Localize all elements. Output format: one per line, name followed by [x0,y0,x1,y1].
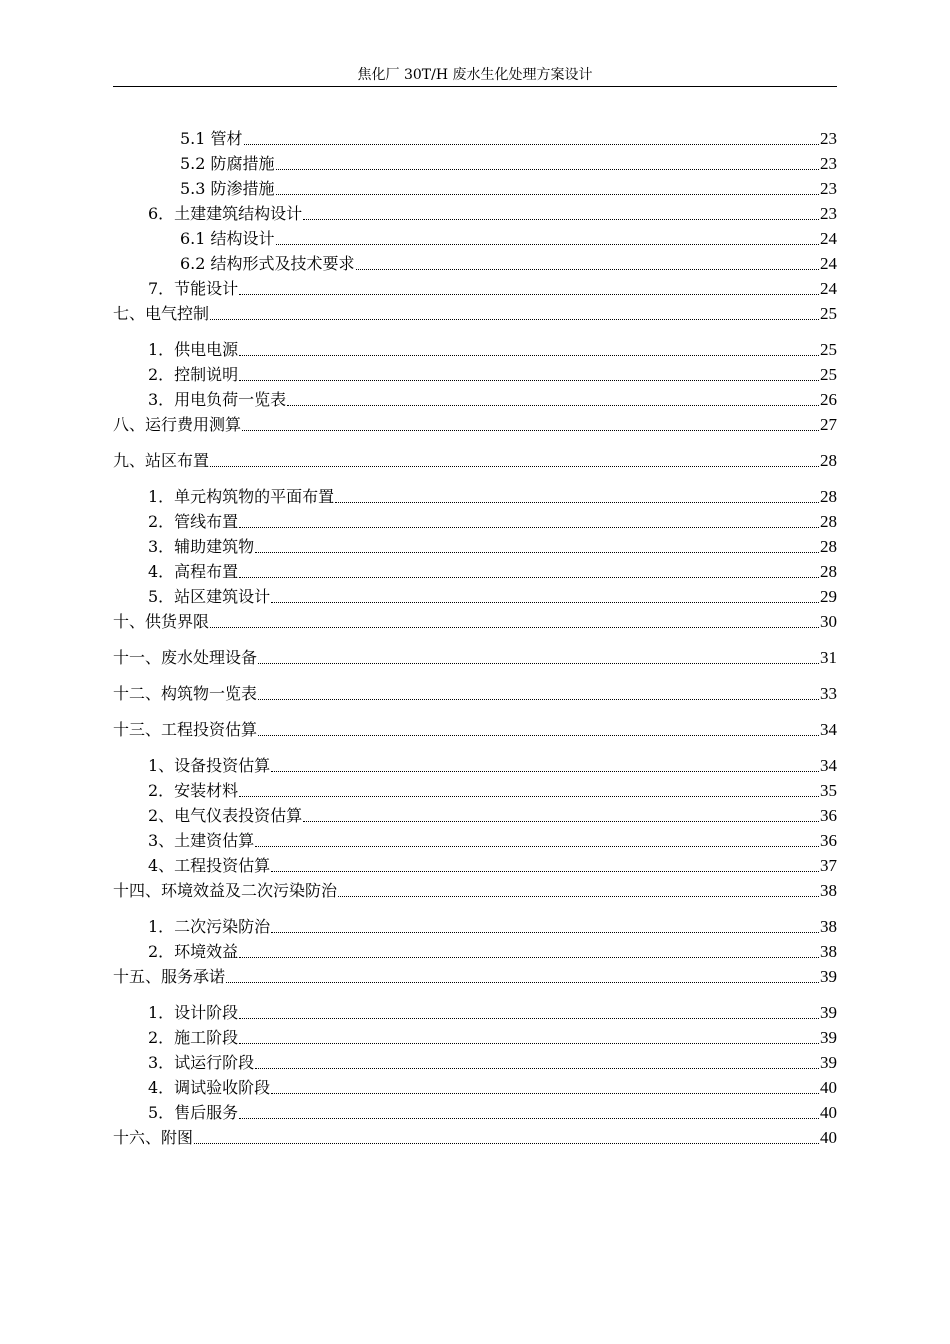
toc-entry[interactable] [113,878,837,903]
toc-entry[interactable] [113,226,837,251]
toc-leader [239,1043,819,1044]
toc-page-number: 29 [820,587,837,606]
toc-entry-title: 3．试运行阶段 [148,1053,255,1072]
toc-leader [271,771,819,772]
toc-entry-title: 2．环境效益 [148,942,239,961]
toc-entry[interactable] [113,584,837,609]
toc-page-number: 25 [820,304,837,323]
toc-page-number: 27 [820,415,837,434]
toc-entry[interactable] [113,645,837,670]
toc-leader [276,169,819,170]
toc-entry-title: 十六、附图 [113,1128,194,1147]
toc-entry[interactable] [113,609,837,634]
toc-entry[interactable] [113,448,837,473]
toc-entry-title: 八、运行费用测算 [113,415,242,434]
toc-entry[interactable] [113,1100,837,1125]
toc-leader [210,466,819,467]
toc-leader [258,663,819,664]
toc-leader [239,1118,819,1119]
toc-entry[interactable] [113,828,837,853]
toc-leader [210,627,819,628]
toc-leader [276,244,819,245]
toc-entry-title: 十二、构筑物一览表 [113,684,258,703]
toc-page-number: 40 [820,1078,837,1097]
toc-entry-title: 7．节能设计 [148,279,239,298]
toc-entry[interactable] [113,753,837,778]
toc-page-number: 28 [820,487,837,506]
toc-page-number: 40 [820,1103,837,1122]
toc-entry[interactable] [113,1000,837,1025]
toc-page-number: 28 [820,537,837,556]
toc-entry[interactable] [113,1025,837,1050]
toc-entry[interactable] [113,681,837,706]
toc-page-number: 36 [820,831,837,850]
toc-entry-title: 七、电气控制 [113,304,210,323]
toc-entry-title: 6.2 结构形式及技术要求 [180,254,355,273]
toc-page-number: 39 [820,1053,837,1072]
toc-entry[interactable] [113,176,837,201]
toc-entry[interactable] [113,151,837,176]
toc-entry-title: 5.3 防渗措施 [180,179,275,198]
toc-page-number: 24 [820,229,837,248]
toc-entry-title: 2、电气仪表投资估算 [148,806,303,825]
toc-entry[interactable] [113,301,837,326]
toc-entry-title: 2．施工阶段 [148,1028,239,1047]
toc-entry[interactable] [113,1050,837,1075]
toc-leader [271,932,819,933]
toc-leader [210,319,819,320]
toc-entry-title: 5.2 防腐措施 [180,154,275,173]
toc-page-number: 39 [820,1028,837,1047]
toc-entry-title: 十三、工程投资估算 [113,720,258,739]
toc-entry-title: 1、设备投资估算 [148,756,271,775]
toc-entry[interactable] [113,509,837,534]
toc-leader [287,405,819,406]
toc-page-number: 23 [820,154,837,173]
toc-leader [226,982,819,983]
toc-page-number: 40 [820,1128,837,1147]
toc-entry-title: 3．用电负荷一览表 [148,390,287,409]
toc-entry-title: 2．管线布置 [148,512,239,531]
toc-page-number: 38 [820,942,837,961]
toc-page-number: 31 [820,648,837,667]
toc-page-number: 25 [820,340,837,359]
toc-page-number: 26 [820,390,837,409]
toc-leader [239,294,819,295]
toc-page-number: 28 [820,451,837,470]
toc-page-number: 28 [820,562,837,581]
toc-leader [239,1018,819,1019]
toc-entry-title: 1．设计阶段 [148,1003,239,1022]
toc-leader [194,1143,819,1144]
toc-leader [239,380,819,381]
header-rule [113,86,837,87]
toc-leader [338,896,819,897]
toc-entry[interactable] [113,914,837,939]
toc-entry-title: 4、工程投资估算 [148,856,271,875]
toc-entry[interactable] [113,484,837,509]
toc-leader [271,871,819,872]
toc-entry[interactable] [113,412,837,437]
toc-entry[interactable] [113,201,837,226]
toc-page-number: 23 [820,179,837,198]
toc-entry[interactable] [113,853,837,878]
toc-leader [258,699,819,700]
toc-leader [239,355,819,356]
toc-leader [239,796,819,797]
toc-entry-title: 6.1 结构设计 [180,229,275,248]
toc-leader [239,527,819,528]
toc-entry-title: 4．高程布置 [148,562,239,581]
toc-entry[interactable] [113,337,837,362]
toc-entry-title: 5．售后服务 [148,1103,239,1122]
toc-entry-title: 2．安装材料 [148,781,239,800]
toc-leader [255,1068,819,1069]
toc-entry-title: 5．站区建筑设计 [148,587,271,606]
toc-entry-title: 3、土建资估算 [148,831,255,850]
toc-page-number: 39 [820,967,837,986]
toc-leader [335,502,819,503]
toc-entry-title: 1．供电电源 [148,340,239,359]
toc-page-number: 33 [820,684,837,703]
toc-leader [258,735,819,736]
toc-page-number: 23 [820,204,837,223]
toc-leader [255,552,819,553]
toc-page-number: 34 [820,720,837,739]
toc-page-number: 36 [820,806,837,825]
toc-leader [271,602,819,603]
toc-entry[interactable] [113,1075,837,1100]
toc-entry[interactable] [113,1125,837,1150]
toc-entry-title: 3．辅助建筑物 [148,537,255,556]
toc-leader [303,821,819,822]
toc-leader [239,957,819,958]
toc-page-number: 24 [820,279,837,298]
toc-entry-title: 十四、环境效益及二次污染防治 [113,881,338,900]
toc-page-number: 28 [820,512,837,531]
toc-page-number: 37 [820,856,837,875]
toc-entry-title: 十五、服务承诺 [113,967,226,986]
toc-entry-title: 6．土建建筑结构设计 [148,204,303,223]
toc-entry[interactable] [113,387,837,412]
toc-entry-title: 十、供货界限 [113,612,210,631]
toc-entry[interactable] [113,362,837,387]
toc-page-number: 38 [820,917,837,936]
toc-entry[interactable] [113,251,837,276]
toc-entry[interactable] [113,126,837,151]
toc-entry-title: 十一、废水处理设备 [113,648,258,667]
toc-entry-title: 1．单元构筑物的平面布置 [148,487,335,506]
toc-entry[interactable] [113,717,837,742]
toc-entry-title: 4．调试验收阶段 [148,1078,271,1097]
toc-leader [303,219,819,220]
toc-leader [244,144,819,145]
toc-page-number: 25 [820,365,837,384]
toc-page-number: 35 [820,781,837,800]
page-header: 焦化厂 30T/H 废水生化处理方案设计 [357,67,593,83]
toc-entry[interactable] [113,276,837,301]
toc-page-number: 39 [820,1003,837,1022]
toc-entry[interactable] [113,964,837,989]
toc-entry-title: 2．控制说明 [148,365,239,384]
toc-page-number: 38 [820,881,837,900]
toc-entry[interactable] [113,559,837,584]
toc-entry[interactable] [113,803,837,828]
toc-leader [242,430,819,431]
toc-page-number: 34 [820,756,837,775]
toc-entry-title: 九、站区布置 [113,451,210,470]
toc-leader [255,846,819,847]
toc-entry-title: 1．二次污染防治 [148,917,271,936]
toc-leader [356,269,819,270]
toc-leader [271,1093,819,1094]
toc-entry[interactable] [113,778,837,803]
toc-entry-title: 5.1 管材 [180,129,243,148]
toc-entry[interactable] [113,939,837,964]
toc-page-number: 24 [820,254,837,273]
toc-entry[interactable] [113,534,837,559]
table-of-contents [113,126,837,1150]
toc-page-number: 30 [820,612,837,631]
toc-leader [239,577,819,578]
toc-page-number: 23 [820,129,837,148]
toc-leader [276,194,819,195]
